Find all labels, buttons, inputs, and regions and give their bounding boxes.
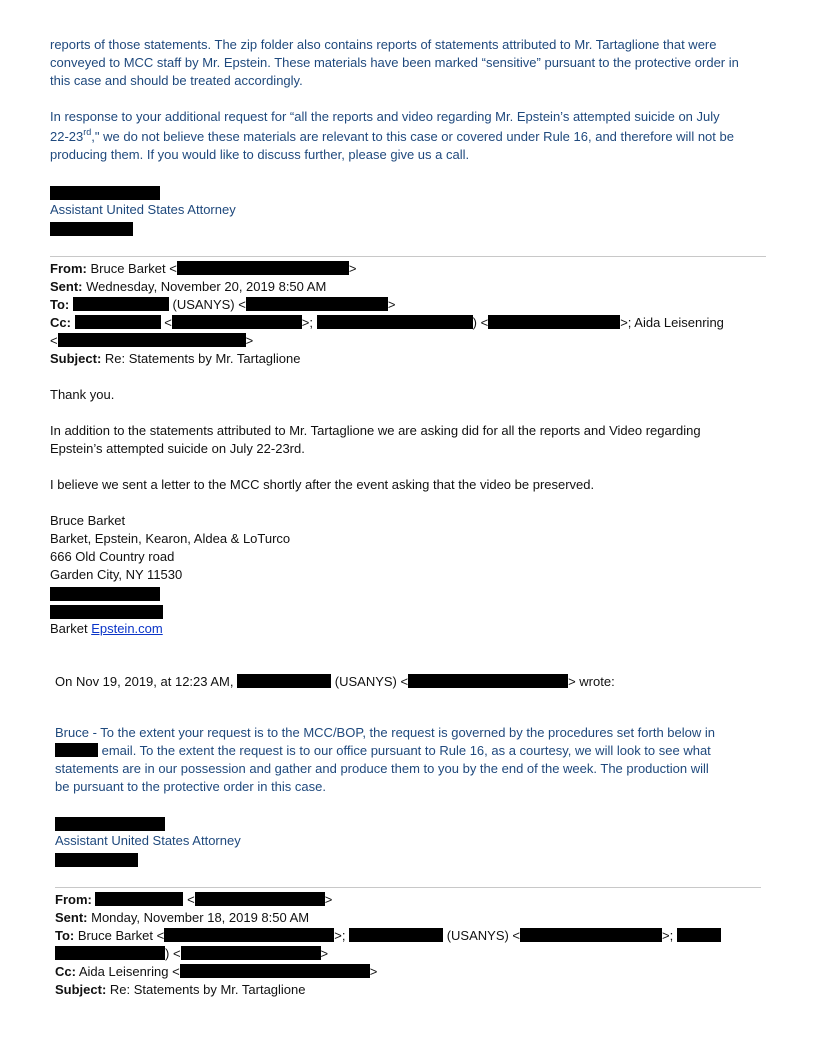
redaction-name — [95, 892, 183, 906]
redaction-name — [677, 928, 721, 942]
header-sent-line: Sent: Monday, November 18, 2019 8:50 AM — [55, 910, 310, 925]
redaction-email — [181, 946, 321, 960]
redaction-email — [195, 892, 325, 906]
header-subject-line: Subject: Re: Statements by Mr. Tartaglione — [50, 351, 301, 366]
header-to-line: To: (USANYS) < > — [50, 297, 396, 312]
superscript-rd: rd — [83, 127, 92, 137]
redaction-email — [488, 315, 620, 329]
redaction-phone — [50, 587, 160, 601]
redaction-phone — [55, 853, 138, 867]
body-text-line: In response to your additional request for “all the reports and video regarding Mr. Epstein’s attempted suicide on July — [50, 109, 720, 124]
redaction-name — [55, 817, 165, 831]
redaction-email — [172, 315, 302, 329]
body-text-line: be pursuant to the protective order in this case. — [55, 779, 326, 794]
redaction-email — [408, 674, 568, 688]
redaction-name — [73, 297, 169, 311]
header-cc-line: Cc: < >; ) < >; Aida Leisenring — [50, 315, 724, 330]
header-from-line: From: Bruce Barket < > — [50, 261, 357, 276]
signature-title: Assistant United States Attorney — [50, 202, 236, 217]
header-sent-line: Sent: Wednesday, November 20, 2019 8:50 AM — [50, 279, 327, 294]
signature-firm: Barket, Epstein, Kearon, Aldea & LoTurco — [50, 531, 291, 546]
signature-web: Barket Epstein.com — [50, 621, 163, 636]
redaction-email — [180, 964, 370, 978]
body-text-line: statements are in our possession and gather and produce them to you by the end of the week. The production will — [55, 761, 709, 776]
header-subject-line: Subject: Re: Statements by Mr. Tartaglione — [55, 982, 306, 997]
redaction-email — [58, 333, 246, 347]
header-to-line: To: Bruce Barket < >; (USANYS) < >; — [55, 927, 721, 945]
body-text-line: Thank you. — [50, 387, 115, 402]
header-from-line: From: < > — [55, 892, 333, 907]
body-text-line: Bruce - To the extent your request is to the MCC/BOP, the request is governed by the procedures set forth below in — [55, 725, 715, 740]
redaction-name — [349, 928, 443, 942]
body-text-line: 22-23rd," we do not believe these materials are relevant to this case or covered under Rule 16, and therefore will not be — [50, 127, 734, 144]
signature-title: Assistant United States Attorney — [55, 833, 241, 848]
body-text-line: reports of those statements. The zip folder also contains reports of statements attributed to Mr. Tartaglione that were — [50, 37, 717, 52]
redaction-name — [75, 315, 161, 329]
redaction-name — [55, 946, 165, 960]
header-to-line-continued: ) < > — [55, 945, 328, 963]
body-text-line: producing them. If you would like to discuss further, please give us a call. — [50, 147, 470, 162]
redaction-email — [164, 928, 334, 942]
body-text-line: Epstein’s attempted suicide on July 22-23rd. — [50, 441, 305, 456]
header-cc-line: Cc: Aida Leisenring < > — [55, 964, 378, 979]
redaction-name — [237, 674, 331, 688]
body-text-line: conveyed to MCC staff by Mr. Epstein. These materials have been marked “sensitive” pursuant to the protective order in — [50, 55, 739, 70]
body-text-line: email. To the extent the request is to our office pursuant to Rule 16, as a courtesy, we will look to see what — [55, 742, 711, 760]
header-cc-line-continued: < > — [50, 333, 254, 348]
header-divider — [55, 887, 761, 888]
signature-street: 666 Old Country road — [50, 549, 175, 564]
body-text-line: this case and should be treated accordingly. — [50, 73, 303, 88]
body-text-line: In addition to the statements attributed to Mr. Tartaglione we are asking did for all the reports and Video regarding — [50, 423, 701, 438]
body-text-line: I believe we sent a letter to the MCC shortly after the event asking that the video be preserved. — [50, 477, 595, 492]
redaction-name — [50, 186, 160, 200]
redaction-email — [246, 297, 388, 311]
redaction-email — [177, 261, 349, 275]
redaction-phone — [50, 605, 163, 619]
redaction-phone — [50, 222, 133, 236]
website-link[interactable]: Epstein.com — [91, 621, 163, 636]
redaction-name — [317, 315, 473, 329]
header-divider — [50, 256, 766, 257]
signature-name: Bruce Barket — [50, 513, 126, 528]
quote-header-line: On Nov 19, 2019, at 12:23 AM, (USANYS) < > wrote: — [55, 674, 615, 689]
redaction-email — [520, 928, 662, 942]
signature-city: Garden City, NY 11530 — [50, 567, 183, 582]
redaction-name — [55, 743, 98, 757]
